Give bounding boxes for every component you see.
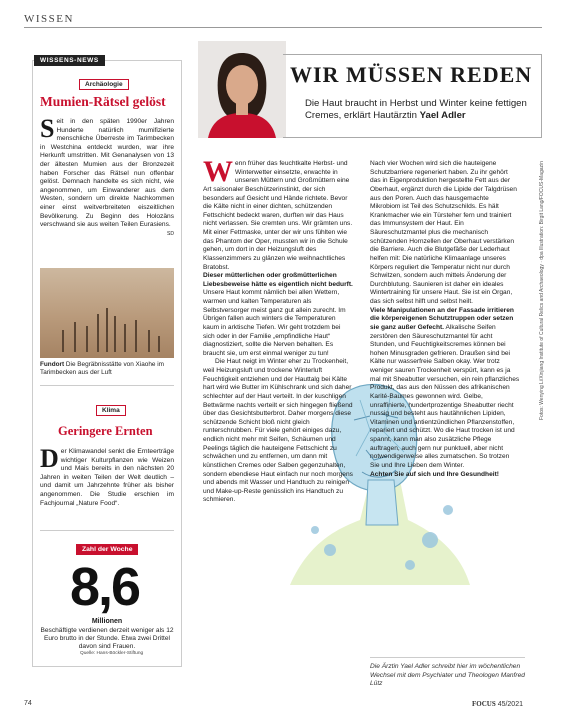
news1-body: eit in den späten 1990er Jahren Hunderte natürlich mumifizierte menschliche Überreste im Tarimbecken in Westchina entdeckt wurden, war ihre Herkunft umstritten. Mit Genanalysen von 13 der ältesten Mumien aus der Bronzezeit haben Forscher das Rätsel nun offenbar gelöst. Demnach handelte es sich nicht, wie angenommen, um Einwanderer aus dem Westen, sondern um direkte Nachkommen einer einst weitverbreiteten eiszeitlichen Bevölkerung. Zu Beginn des Holozäns verschwand sie aus weiten Teilen Eurasiens. bbox=[40, 118, 174, 229]
photo-credit: Fotos: Wenying Li/Xinjiang Institute of Cultural Relics and Archaeology · dpa Illustration: Birgit Lang/FOCUS-Magazin bbox=[539, 161, 545, 420]
news1-title: Mumien-Rätsel gelöst bbox=[40, 94, 166, 109]
issue-number: 45/2021 bbox=[497, 701, 523, 708]
article-dropcap: W bbox=[203, 155, 233, 188]
tag-archaeologie: Archäologie bbox=[79, 79, 129, 90]
number-of-week-value: 8,6 bbox=[70, 557, 140, 617]
number-unit: Millionen bbox=[91, 618, 123, 625]
wissens-news-badge: WISSENS-NEWS bbox=[34, 55, 105, 66]
col2-bold-lead: Viele Manipulationen an der Fassade irritieren die körpereigenen Schutztruppen oder setzen sie ganz außer Gefecht. bbox=[370, 306, 514, 331]
news2-text bbox=[40, 444, 174, 508]
section-label: WISSEN bbox=[24, 13, 74, 25]
top-rule bbox=[24, 27, 542, 28]
magazine-name: FOCUS bbox=[472, 700, 496, 708]
divider bbox=[40, 530, 174, 531]
news2-dropcap: D bbox=[40, 444, 59, 473]
col2-paragraph-2: Alkalische Seifen zerstören den Säureschutzmantel für acht Stunden, und Feuchtigkeitscremes können bei hohen Minusgraden gefrieren. Draußen sind bei Kälte nur wasserfreie Salben okay. Wer trotz weniger sauren Trockenheit verspürt, kann es ja mal mit Sheabutter versuchen, ein rein pflanzliches Produkt, das aus den Nüssen des afrikanischen Karité-Baumes gewonnen wird. Gelbe, unraffinierte, hundertprozentige Sheabutter riecht nussig und besteht aus hautähnlichen Lipiden, Vitaminen und antientzündlichen Pflanzenstoffen, repariert und schützt. Wo die Haut trocken ist und spannt, kann man also zusätzliche Pflege auftragen, auch gern nur punktuell, aber nicht notwendigerweise alles zumatschen. So trotzen Sie und Ihre Lieben dem Winter. bbox=[370, 323, 520, 469]
author-name: Yael Adler bbox=[419, 110, 466, 121]
col1-paragraph-2: Unsere Haut kommt nämlich bei allen Wettern, warmen und kalten Temperaturen als Selbstversorger meist ganz gut allein zurecht. Im Übrigen fallen auch winters die Temperaturen kaum in arktische Tiefen. Wir geht trotzdem bei sich oder in der Familie „empfindliche Haut“ diagnostiziert, sollte die Nerven behalten. Es braucht sie, um erst einmal weniger zu tun! bbox=[203, 289, 346, 357]
article-column-2 bbox=[370, 160, 520, 479]
article-column-1 bbox=[203, 155, 353, 505]
tarim-basin-photo bbox=[40, 268, 174, 358]
page-number: 74 bbox=[24, 700, 32, 707]
author-bio: Die Ärztin Yael Adler schreibt hier im wöchentlichen Wechsel mit dem Psychiater und Theologen Manfred Lütz bbox=[370, 663, 525, 687]
col1-bold-lead: Dieser mütterlichen oder großmütterlichen Liebesbeweise hätte es eigentlich nicht bedurft. bbox=[203, 272, 353, 288]
news1-text bbox=[40, 114, 174, 238]
photo-caption bbox=[40, 361, 174, 377]
news1-signature: SD bbox=[167, 230, 174, 237]
col1-paragraph-3: Die Haut neigt im Winter eher zu Trockenheit, weil Heizungsluft und trockene Winterluft Feuchtigkeit entziehen und der Hauttalg bei Kälte hart wird wie Butter im Kühlschrank und sich daher schlechter auf der Haut verteilt. In der kuschligen Bettwärme nachts verteilt er sich hingegen fließend über das Gesichtsbutterbrot. Daher morgens diese schützende Schicht bloß nicht gleich runterschrubben. Für viele gehört einiges dazu, endlich nicht mehr mit Seifen, Schäumen und Peelings täglich die hauteigene Fettschicht zu schwächen und zu entfernen, um dann mit künstlichen Cremes oder Salben gegenzuhalten, sondern ebendiese Haut einfach nur noch morgens und abends mit Wasser und Handtuch zu reinigen und Make-up-Reste genüsslich ins Handtuch zu schmieren. bbox=[203, 358, 353, 504]
tag-klima: Klima bbox=[96, 405, 126, 416]
col2-paragraph-1: Nach vier Wochen wird sich die hauteigene Schutzbarriere regeneriert haben. Zu ihr gehört das in Eigenproduktion hergestellte Fett aus der Oberhaut, ergänzt durch die Lipide der Talgdrüsen aus den Poren. Auch das hausgemachte Mikrobiom ist Teil des Schutzschilds. Es hält Krankmacher wie ein Türsteher fern und trainiert das Immunsystem der Haut. Ein Säureschutzmantel plus die mechanisch schützenden Hornzellen der Oberhaut verstärken die Barriere. Auch die Blutgefäße der Lederhaut helfen mit: Die natürliche Klimaanlage unseres Körpers reguliert die Temperatur nicht nur durch Schwitzen, sondern auch mittels Änderung der Durchblutung. Saunieren ist daher ein ideales Wintertraining für unsere Haut. Sie ist ein Organ, das sich selbst hilft und selbst heilt. bbox=[370, 160, 517, 305]
number-source: Quelle: Hans-Böckler-Stiftung bbox=[80, 651, 144, 656]
footer-magazine bbox=[472, 700, 523, 708]
divider bbox=[40, 385, 174, 386]
col1-paragraph-1: enn früher das feuchtkalte Herbst- und Winterwetter einsetzte, erwachte in unseren Müttern und Großmüttern eine Art saisonaler Beschützerinstinkt, der sich besonders auf Gesicht und Hände richtete. Bevor die Kälte nicht in einer dichten, schützenden Fettschicht bedeckt waren, durften wir das Haus nicht verlassen. Sie cremten uns. Wir grämten uns. Mit einer Fettmaske, unter der wir uns fühlten wie das Phantom der Oper, mussten wir in die Schule gehen, um dort in der Heizungsluft des Klassenzimmers zu glänzen wie weihnachtliches Bratobst. bbox=[203, 160, 353, 271]
number-of-week-label: Zahl der Woche bbox=[76, 544, 138, 555]
news2-body: er Klimawandel senkt die Ernteerträge wichtiger Kulturpflanzen wie Weizen und Mais bereits in den nächsten 20 Jahren in weiten Teilen der Welt deutlich – und damit um Jahrzehnte früher als bisher angenommen. Die Studie erschien im Fachjournal „Nature Food“. bbox=[40, 448, 174, 507]
news2-title: Geringere Ernten bbox=[58, 424, 153, 438]
article-headline: WIR MÜSSEN REDEN bbox=[290, 62, 533, 87]
author-portrait bbox=[198, 41, 286, 138]
subhead-text: Die Haut braucht in Herbst und Winter keine fettigen Cremes, erklärt Hautärztin bbox=[305, 98, 527, 121]
number-text: Beschäftigte verdienen derzeit weniger als 12 Euro brutto in der Stunde. Etwa zwei Drittel davon sind Frauen. bbox=[40, 627, 174, 650]
news1-dropcap: S bbox=[40, 114, 55, 143]
caption-text: Die Begräbnisstätte von Xiaohe im Tarimbecken aus der Luft bbox=[40, 361, 164, 376]
divider bbox=[370, 657, 525, 658]
article-subhead bbox=[305, 98, 537, 122]
caption-label: Fundort bbox=[40, 361, 65, 368]
col2-closing: Achten Sie auf sich und Ihre Gesundheit! bbox=[370, 470, 499, 478]
